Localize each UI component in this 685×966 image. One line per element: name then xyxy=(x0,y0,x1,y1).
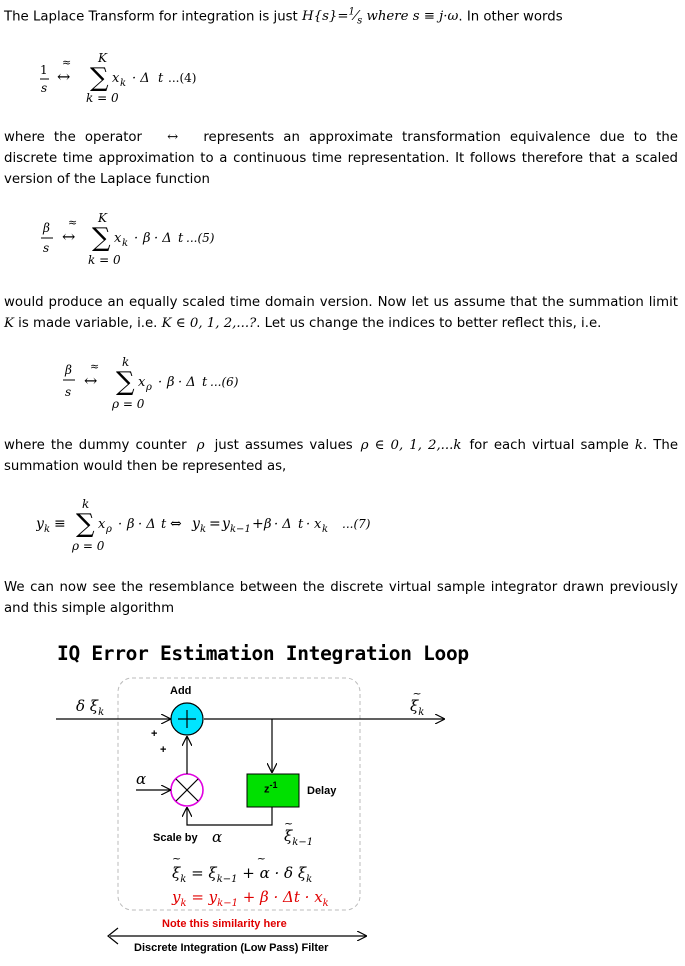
filter-label: Discrete Integration (Low Pass) Filter xyxy=(134,942,329,954)
alpha-input-label: α xyxy=(136,770,147,788)
approx-operator: ↔ xyxy=(167,130,179,145)
svg-text:=: = xyxy=(209,516,221,532)
svg-text:ρ = 0: ρ = 0 xyxy=(72,539,105,553)
svg-text:· Δ: · Δ xyxy=(274,517,292,532)
svg-text:· Δ: · Δ xyxy=(178,375,196,390)
loop-equation: ~ ~ $\xi_k = \xi_{k-1} + \alpha \cdot \delta$ $\xi_k$ xyxy=(172,852,313,885)
svg-text:K: K xyxy=(98,212,107,225)
equation-7-svg xyxy=(36,496,396,554)
svg-text:s: s xyxy=(41,81,48,95)
svg-text:k−1: k−1 xyxy=(230,524,251,535)
intro-formula: $H\{s\}=^1⁄_s$ where s ≡ j·ω xyxy=(302,7,459,28)
svg-text:k = 0: k = 0 xyxy=(88,253,121,267)
svg-text:y: y xyxy=(36,516,44,532)
equation-4 xyxy=(40,52,210,108)
svg-text:k: k xyxy=(200,524,207,535)
input-label: δ $\xi_k$ xyxy=(76,697,105,718)
svg-text:↔: ↔ xyxy=(84,371,98,390)
svg-text:· Δ: · Δ xyxy=(132,71,150,86)
svg-text:k: k xyxy=(122,355,130,369)
svg-text:⇔: ⇔ xyxy=(170,516,182,532)
plus-sign-bottom: + xyxy=(160,744,167,756)
svg-text:≈: ≈ xyxy=(68,216,78,229)
svg-text:↔: ↔ xyxy=(57,67,71,86)
svg-text:x: x xyxy=(114,231,122,246)
svg-text:β: β xyxy=(65,363,72,377)
resemblance-paragraph: We can now see the resemblance between the discrete virtual sample integrator drawn previously and this simple algorithm xyxy=(4,580,678,616)
svg-text:≡: ≡ xyxy=(54,516,66,532)
scale-symbol: α xyxy=(212,828,223,846)
svg-text:x: x xyxy=(138,375,146,390)
svg-text:...(6): ...(6) xyxy=(210,375,239,389)
svg-text:· Δ: · Δ xyxy=(138,517,156,532)
equation-4-svg xyxy=(40,52,210,104)
output-label: ~ $\xi_k$ xyxy=(410,687,425,718)
svg-text:β: β xyxy=(167,375,175,390)
svg-text:β: β xyxy=(143,231,151,246)
feedback-label: ~ $\xi_{k-1}$ xyxy=(284,817,314,848)
svg-text:t: t xyxy=(202,375,208,390)
svg-text:·: · xyxy=(158,375,163,390)
delay-to-multiplier-line xyxy=(187,807,272,825)
svg-text:y: y xyxy=(222,516,230,532)
svg-text:x: x xyxy=(314,517,322,532)
svg-text:β: β xyxy=(43,221,50,235)
svg-text:·: · xyxy=(134,231,139,246)
svg-text:∑: ∑ xyxy=(90,63,109,93)
svg-text:...(4): ...(4) xyxy=(168,71,197,85)
svg-text:≈: ≈ xyxy=(62,56,72,69)
svg-text:↔: ↔ xyxy=(62,227,76,246)
svg-text:· Δ: · Δ xyxy=(154,231,172,246)
svg-text:∑: ∑ xyxy=(92,223,111,253)
dummy-counter-paragraph: where the dummy counter ρ just assumes values ρ ∈ 0, 1, 2,...k for each virtual sample k. The summation would then be represented as, xyxy=(4,438,678,474)
svg-text:∑: ∑ xyxy=(116,367,135,397)
svg-text:t: t xyxy=(178,231,184,246)
scale-label: Scale by xyxy=(153,832,198,844)
svg-text:β: β xyxy=(264,517,272,532)
svg-text:·: · xyxy=(306,517,311,532)
scaled-paragraph: would produce an equally scaled time domain version. Now let us assume that the summation limit K is made variable, i.e. K ∈ 0, 1, 2,...?. Let us change the indices to better reflect this, i.e. xyxy=(4,295,678,331)
svg-text:ρ: ρ xyxy=(106,524,112,535)
svg-text:x: x xyxy=(112,71,120,86)
similarity-note: Note this similarity here xyxy=(162,918,287,930)
equation-6-svg xyxy=(62,354,252,412)
svg-text:·: · xyxy=(118,517,123,532)
similar-equation: $y_k = y_{k-1} + \beta \cdot \Delta t \cdot x_k$ xyxy=(172,888,329,909)
svg-text:k: k xyxy=(322,524,329,535)
svg-text:k = 0: k = 0 xyxy=(86,91,119,104)
svg-text:x: x xyxy=(98,517,106,532)
plus-sign-top: + xyxy=(151,728,158,740)
svg-text:K: K xyxy=(98,52,107,65)
delay-label: Delay xyxy=(307,785,337,797)
equation-6 xyxy=(62,354,252,416)
svg-text:∑: ∑ xyxy=(76,509,95,539)
equation-5-svg xyxy=(40,212,230,268)
svg-text:ρ = 0: ρ = 0 xyxy=(112,397,145,411)
delay-box-label: $z^{-1}$ xyxy=(264,780,278,796)
svg-text:k: k xyxy=(120,78,127,89)
svg-text:y: y xyxy=(192,516,200,532)
svg-text:1: 1 xyxy=(40,63,48,77)
equation-5 xyxy=(40,212,230,272)
svg-text:...(7): ...(7) xyxy=(342,517,371,531)
svg-text:t: t xyxy=(298,517,304,532)
diagram-title: IQ Error Estimation Integration Loop xyxy=(57,642,469,665)
svg-text:ρ: ρ xyxy=(146,382,152,393)
svg-text:k: k xyxy=(44,524,51,535)
operator-paragraph: where the operator ↔ represents an approximate transformation equivalence due to the discrete time approximation to a continuous time representation. It follows therefore that a scaled version of the Laplace function xyxy=(4,130,678,187)
svg-text:+: + xyxy=(252,516,264,532)
equation-7 xyxy=(36,496,396,558)
svg-text:k: k xyxy=(82,497,90,511)
svg-text:...(5): ...(5) xyxy=(186,231,215,245)
svg-text:≈: ≈ xyxy=(90,360,100,373)
svg-text:s: s xyxy=(65,385,72,399)
intro-paragraph: The Laplace Transform for integration is just $H\{s\}=^1⁄_s$ where s ≡ j·ω. In other words xyxy=(4,7,563,28)
add-label: Add xyxy=(170,685,192,697)
svg-text:k: k xyxy=(122,238,129,249)
svg-text:t: t xyxy=(158,71,164,86)
svg-text:t: t xyxy=(161,517,167,532)
svg-text:s: s xyxy=(43,241,50,255)
svg-text:β: β xyxy=(127,517,135,532)
